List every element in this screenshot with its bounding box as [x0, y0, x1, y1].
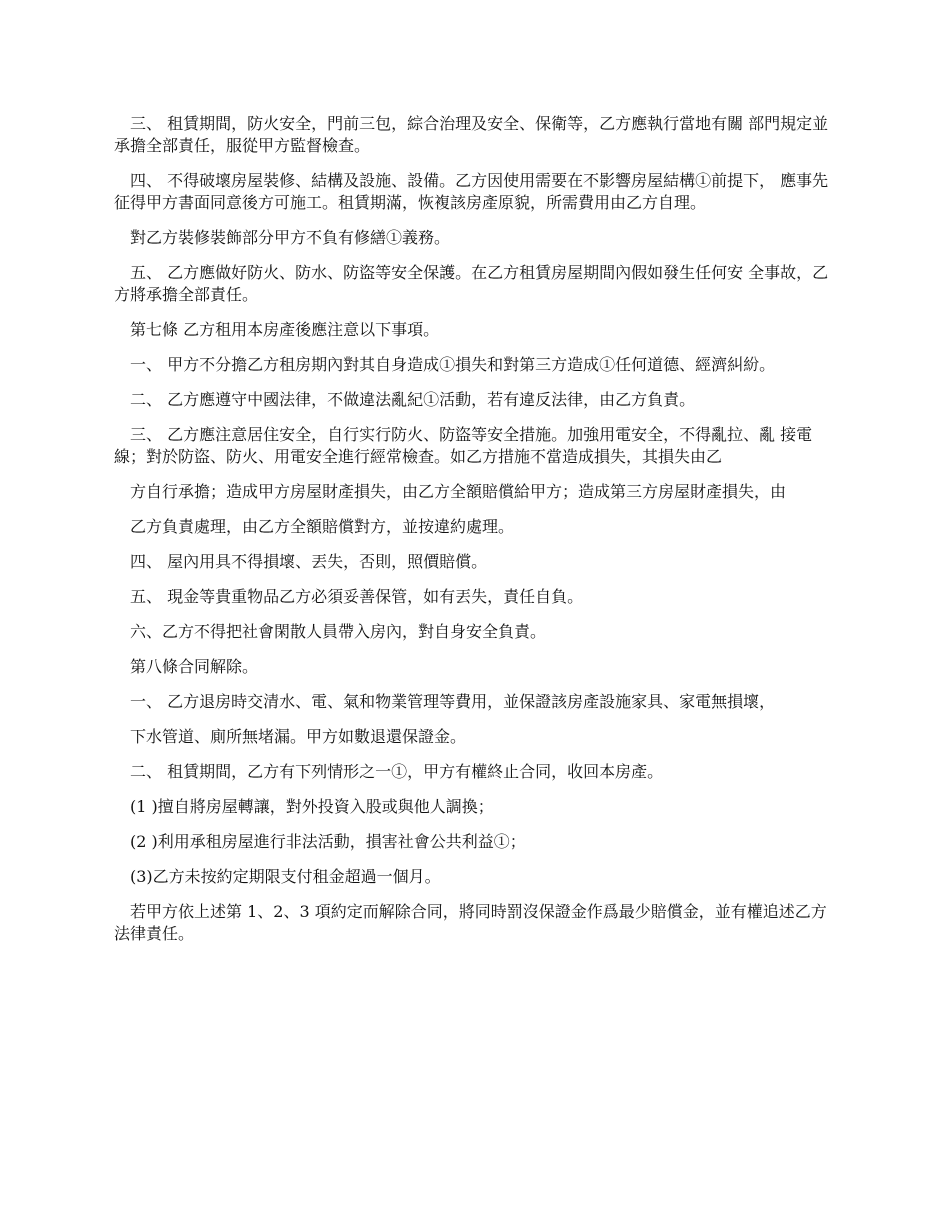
contract-text-body — [114, 113, 832, 958]
paragraph-residence-safety: 三、 乙方應注意居住安全，自行实行防火、防盜等安全措施。加強用電安全，不得亂拉、亂 接電線；對於防盜、防火、用電安全進行經常檢查。如乙方措施不當造成損失，其損失由乙 — [114, 425, 813, 466]
paragraph-penalty: 若甲方依上述第 1、2、3 項約定而解除合同，將同時罰沒保證金作爲最少賠償金，並有權追述乙方法律責任。 — [114, 902, 827, 943]
list-item-1: (1 )擅自將房屋轉讓，對外投資入股或與他人調換； — [130, 797, 494, 816]
paragraph-safety-protection: 五、 乙方應做好防火、防水、防盜等安全保護。在乙方租賃房屋期間內假如發生任何安 全事故，乙方將承擔全部責任。 — [114, 263, 829, 304]
paragraph-move-out: 一、 乙方退房時交清水、電、氣和物業管理等費用，並保證該房產設施家具、家電無損壞， — [130, 692, 776, 711]
article-eight-heading: 第八條合同解除。 — [130, 657, 259, 676]
paragraph-fire-safety: 三、 租賃期間，防火安全，門前三包，綜合治理及安全、保衛等，乙方應執行當地有關 部門規定並承擔全部責任，服從甲方監督檢查。 — [114, 114, 829, 155]
article-seven-heading: 第七條 乙方租用本房產後應注意以下事項。 — [130, 320, 440, 339]
paragraph-no-liability: 一、 甲方不分擔乙方租房期內對其自身造成①損失和對第三方造成①任何道德、經濟糾紛。 — [130, 355, 776, 374]
paragraph-no-outsiders: 六、乙方不得把社會閑散人員帶入房內，對自身安全負責。 — [130, 622, 547, 641]
paragraph-obey-law: 二、 乙方應遵守中國法律，不做違法亂紀①活動，若有違反法律，由乙方負責。 — [130, 390, 696, 409]
paragraph-deposit-return: 下水管道、廁所無堵漏。甲方如數退還保證金。 — [130, 727, 467, 746]
list-item-3: (3)乙方未按約定期限支付租金超過一個月。 — [130, 867, 441, 886]
paragraph-compensation: 方自行承擔；造成甲方房屋財產損失，由乙方全額賠償給甲方；造成第三方房屋財產損失，由 — [130, 482, 787, 501]
paragraph-handling: 乙方負責處理，由乙方全額賠償對方，並按違約處理。 — [130, 517, 515, 536]
list-item-2: (2 )利用承租房屋進行非法活動，損害社會公共利益①； — [130, 832, 526, 851]
paragraph-no-damage-items: 四、 屋內用具不得損壞、丟失，否則，照價賠償。 — [130, 552, 488, 571]
paragraph-valuables: 五、 現金等貴重物品乙方必須妥善保管，如有丟失，責任自負。 — [130, 587, 584, 606]
paragraph-repair-duty: 對乙方裝修裝飾部分甲方不負有修繕①義務。 — [130, 228, 451, 247]
paragraph-no-damage: 四、 不得破壞房屋裝修、結構及設施、設備。乙方因使用需要在不影響房屋結構①前提下， 應事先征得甲方書面同意後方可施工。租賃期滿，恢複該房產原貌，所需費用由乙方自理。 — [114, 171, 829, 212]
paragraph-termination: 二、 租賃期間，乙方有下列情形之一①，甲方有權終止合同，收回本房產。 — [130, 762, 664, 781]
